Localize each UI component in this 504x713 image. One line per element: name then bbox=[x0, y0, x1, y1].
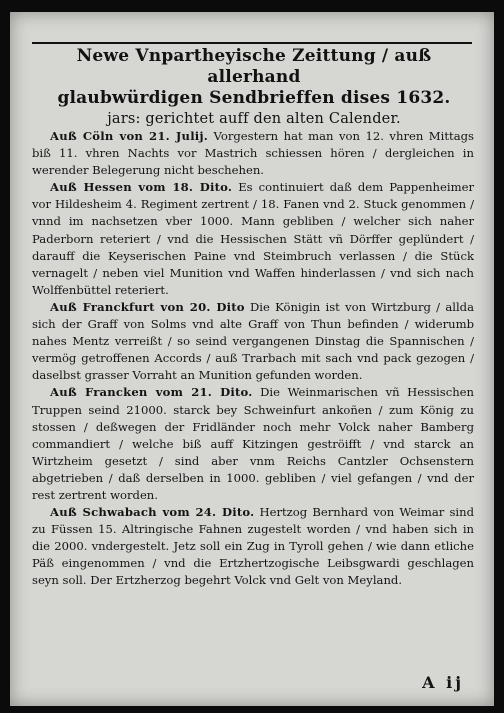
report-text: Die Königin ist von Wirtzburg / allda sich der Graff von Solms vnd alte Graff von Thun befinden / widerumb nahes Mentz verreißt / so seind vergangenen Dinstag die Spannischen / vermög getroffenen Accords / auß Trarbach mit sach vnd pack gezogen / daselbst grasser Vorraht an Munition gefunden worden. bbox=[32, 299, 474, 383]
catchword: A ij bbox=[422, 673, 464, 692]
title-rule bbox=[32, 42, 472, 44]
report-paragraph bbox=[32, 384, 474, 504]
report-paragraph bbox=[32, 179, 474, 299]
report-text: Es continuiert daß dem Pappenheimer vor Hildesheim 4. Regiment zertrent / 18. Fanen vnd 2. Stuck genommen / vnnd im nachsetzen vber 1000. Mann gebliben / welcher sich naher Paderborn reteriert / vnd die Hessischen Stätt vñ Dörffer geplündert / darauff die Keyserischen Paine vnd Steimbruch verlassen / die Stück vernagelt / neben viel Munition vnd Waffen hinderlassen / vnd sich nach Wolffenbüttel reteriert. bbox=[32, 180, 474, 297]
title-line-1: Newe Vnpartheyische Zeittung / auß allerhand bbox=[76, 46, 432, 87]
title-line-3: jars: gerichtet auff den alten Calender. bbox=[107, 111, 401, 127]
report-paragraph bbox=[32, 299, 474, 384]
report-paragraph bbox=[32, 504, 474, 589]
report-dateline: Auß Hessen vom 18. Dito. bbox=[50, 180, 233, 195]
report-text: Vorgestern hat man von 12. vhren Mittags biß 11. vhren Nachts vor Mastrich schiessen hören / dergleichen in werender Belegerung nicht beschehen. bbox=[32, 129, 474, 178]
report-dateline: Auß Franckfurt von 20. Dito bbox=[50, 299, 245, 314]
document-page bbox=[10, 12, 494, 706]
document-body bbox=[32, 128, 474, 590]
report-dateline: Auß Schwabach vom 24. Dito. bbox=[50, 505, 255, 520]
document-title bbox=[34, 46, 474, 130]
title-line-2: glaubwürdigen Sendbrieffen dises 1632. bbox=[57, 88, 451, 108]
report-dateline: Auß Cöln von 21. Julij. bbox=[50, 129, 209, 143]
report-text: Die Weinmarischen vñ Hessischen Truppen seind 21000. starck bey Schweinfurt ankoñen / zum König zu stossen / deßwegen der Fridländer noch mehr Volck naher Bamberg commandiert / welche biß auff Kitzingen geströifft / vnd starck an Wirtzheim gesetzt / sind aber vnm Reichs Cantzler Ochsenstern abgetrieben / daß derselben in 1000. gebliben / viel gefangen / vnd der rest zertrent worden. bbox=[32, 385, 474, 502]
report-paragraph bbox=[32, 128, 474, 179]
report-dateline: Auß Francken vom 21. Dito. bbox=[50, 385, 253, 400]
report-text: Hertzog Bernhard von Weimar sind zu Füssen 15. Altringische Fahnen zugestelt worden / vnd haben sich in die 2000. vndergestelt. Jetz soll ein Zug in Tyroll gehen / wie dann etliche Päß eingenommen / vnd die Ertzhertzogische Leibsgwardi geschlagen seyn soll. Der Ertzherzog begehrt Volck vnd Gelt von Meyland. bbox=[32, 505, 475, 588]
